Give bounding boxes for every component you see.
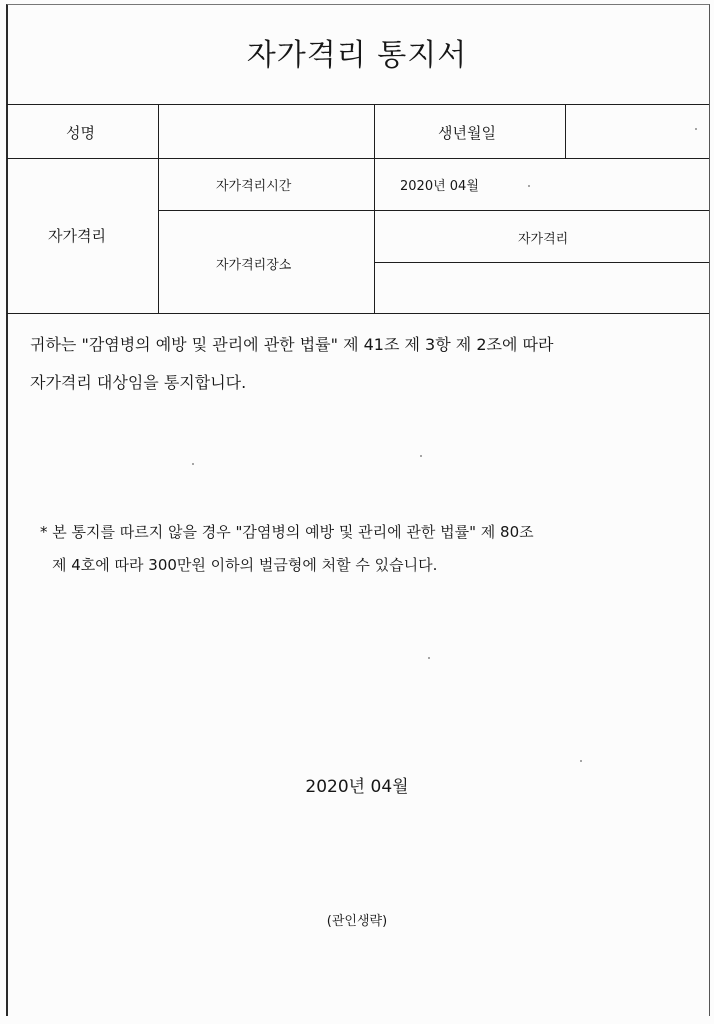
- warning-line-2: 제 4호에 따라 300만원 이하의 벌금형에 처할 수 있습니다.: [52, 556, 438, 574]
- birth-label: 생년월일: [438, 124, 496, 142]
- scan-speck: [192, 463, 194, 465]
- col-divider-label: [158, 104, 159, 313]
- scan-speck: [580, 760, 582, 762]
- col-divider-value: [374, 104, 375, 313]
- issue-date: 2020년 04월: [305, 777, 409, 797]
- table-bottom-border: [7, 313, 709, 314]
- scan-speck: [428, 657, 430, 659]
- name-label: 성명: [66, 124, 95, 142]
- notice-line-2: 자가격리 대상임을 통지합니다.: [30, 373, 247, 392]
- scan-speck: [420, 455, 422, 457]
- period-value: 2020년 04월: [400, 179, 479, 194]
- warning-line-1: * 본 통지를 따르지 않을 경우 "감염병의 예방 및 관리에 관한 법률" 제 80조: [40, 523, 534, 541]
- place-label: 자가격리장소: [216, 258, 292, 273]
- quarantine-label: 자가격리: [48, 227, 106, 245]
- period-label: 자가격리시간: [216, 179, 292, 194]
- document-title: 자가격리 통지서: [246, 38, 468, 73]
- row-divider-name: [7, 158, 709, 159]
- document-frame: [6, 4, 710, 1016]
- notice-line-1: 귀하는 "감염병의 예방 및 관리에 관한 법률" 제 41조 제 3항 제 2조에 따라: [30, 335, 554, 354]
- place-value-1: 자가격리: [518, 232, 569, 247]
- col-divider-birth: [565, 104, 566, 158]
- scan-speck: [528, 185, 530, 187]
- row-divider-period: [158, 210, 709, 211]
- scan-speck: [695, 128, 697, 130]
- table-top-border: [7, 104, 709, 105]
- seal-omitted-note: (관인생략): [326, 914, 388, 929]
- row-divider-place: [375, 262, 709, 263]
